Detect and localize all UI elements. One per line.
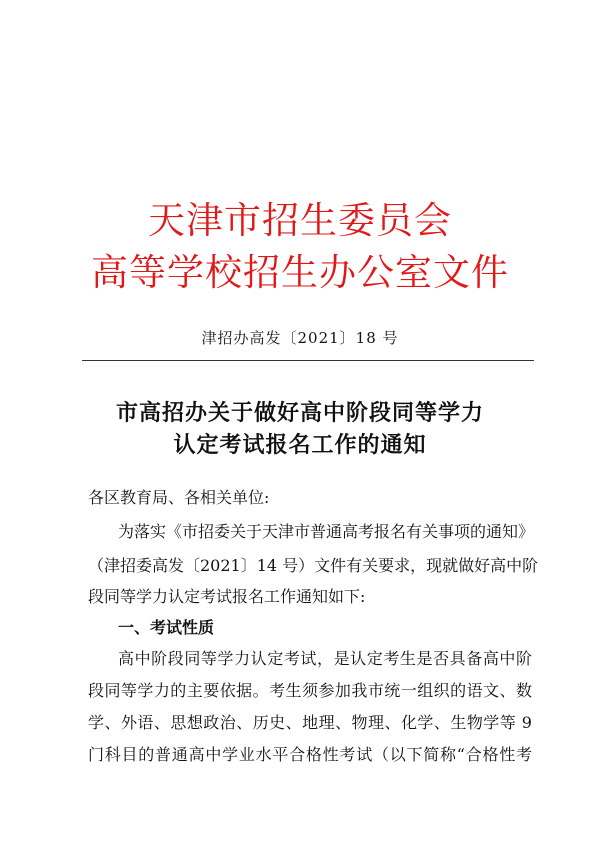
document-number: 津招办高发〔2021〕18 号: [201, 329, 399, 347]
paragraph-line: （津招委高发〔2021〕14 号）文件有关要求，现就做好高中阶: [88, 556, 539, 575]
paragraph-line: 学、外语、思想政治、历史、地理、物理、化学、生物学等 9: [88, 713, 532, 732]
issuer-line-2: 高等学校招生办公室文件: [91, 251, 509, 294]
salutation: 各区教育局、各相关单位:: [88, 488, 270, 507]
header-divider: [82, 360, 534, 361]
section-heading: 一、考试性质: [118, 618, 215, 637]
paragraph-line: 段同等学力的主要依据。考生须参加我市统一组织的语文、数: [88, 681, 532, 700]
issuer-line-1: 天津市招生委员会: [148, 199, 452, 242]
title-line-2: 认定考试报名工作的通知: [173, 432, 427, 458]
paragraph-line: 高中阶段同等学力认定考试，是认定考生是否具备高中阶: [118, 649, 532, 668]
paragraph-line: 为落实《市招委关于天津市普通高考报名有关事项的通知》: [118, 522, 535, 541]
title-line-1: 市高招办关于做好高中阶段同等学力: [115, 400, 484, 426]
paragraph-line: 门科目的普通高中学业水平合格性考试（以下简称“合格性考: [88, 745, 532, 764]
paragraph-line: 段同等学力认定考试报名工作通知如下:: [88, 587, 366, 606]
